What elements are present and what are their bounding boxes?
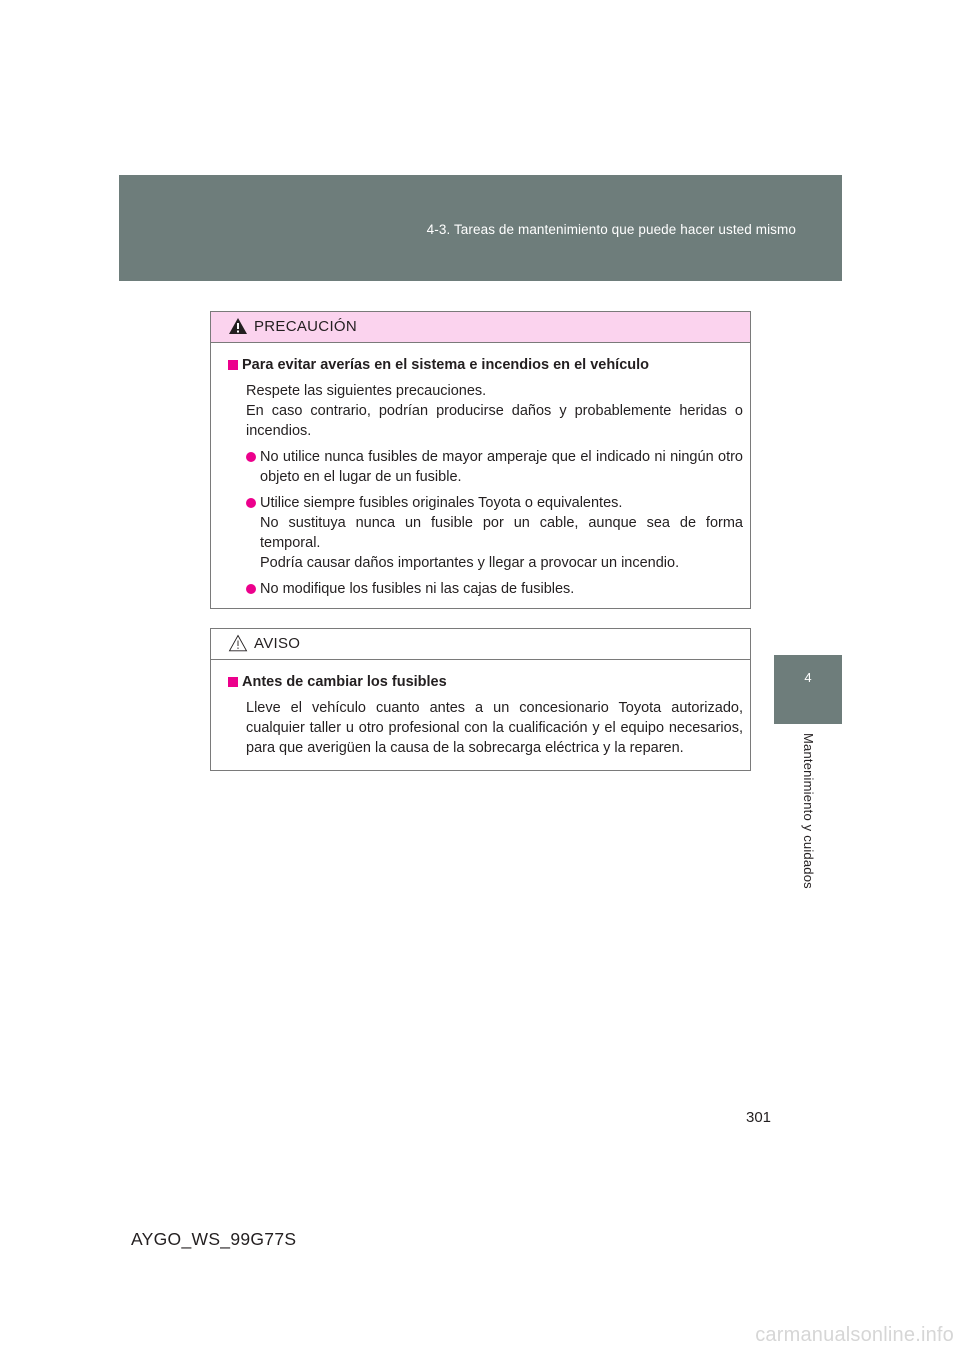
round-bullet-icon <box>246 498 256 508</box>
text-line: No modifique los fusibles ni las cajas de fusibles. <box>260 581 575 597</box>
caution-bullet <box>246 447 743 487</box>
text-line: temporal. <box>260 535 321 551</box>
text-line: Respete las siguientes precauciones. <box>246 383 487 399</box>
caution-body <box>211 343 750 599</box>
notice-paragraph <box>246 698 743 758</box>
section-title: 4-3. Tareas de mantenimiento que puede hacer usted mismo <box>426 222 796 237</box>
caution-bullet <box>246 579 743 599</box>
text-line: Lleve el vehículo cuanto antes a un concesionario Toyota autorizado, <box>246 700 743 716</box>
round-bullet-icon <box>246 584 256 594</box>
caution-header <box>211 312 750 343</box>
caution-bullet <box>246 493 743 573</box>
caution-box <box>210 311 751 609</box>
chapter-number: 4 <box>804 670 812 685</box>
caution-title: PRECAUCIÓN <box>254 318 358 335</box>
notice-title: AVISO <box>254 635 301 652</box>
round-bullet-icon <box>246 452 256 462</box>
text-line: cualquier taller u otro profesional con la cualificación y el equipo necesarios, <box>246 720 743 736</box>
page-number: 301 <box>746 1109 772 1126</box>
text-line: Podría causar daños importantes y llegar a provocar un incendio. <box>260 555 680 571</box>
text-line: para que averigüen la causa de la sobrecarga eléctrica y la reparen. <box>246 740 684 756</box>
chapter-label: Mantenimiento y cuidados <box>801 733 816 889</box>
text-line: No sustituya nunca un fusible por un cable, aunque sea de forma <box>260 515 743 531</box>
notice-section-heading <box>228 672 743 692</box>
text-line: No utilice nunca fusibles de mayor amperaje que el indicado ni ningún otro <box>260 449 743 465</box>
watermark: carmanualsonline.info <box>755 1324 954 1346</box>
text-line: objeto en el lugar de un fusible. <box>260 469 462 485</box>
text-line: En caso contrario, podrían producirse daños y probablemente heridas o <box>246 403 743 419</box>
notice-box <box>210 628 751 771</box>
document-code: AYGO_WS_99G77S <box>131 1229 297 1249</box>
section-header-bar <box>119 175 842 281</box>
square-bullet-icon <box>228 677 238 687</box>
chapter-tab <box>774 655 842 724</box>
notice-body <box>211 660 750 758</box>
caution-intro <box>246 381 743 441</box>
warning-outline-icon <box>228 634 248 652</box>
warning-filled-icon <box>228 317 248 335</box>
square-bullet-icon <box>228 360 238 370</box>
text-line: Utilice siempre fusibles originales Toyota o equivalentes. <box>260 495 623 511</box>
caution-heading-text: Para evitar averías en el sistema e incendios en el vehículo <box>242 357 650 373</box>
notice-header <box>211 629 750 660</box>
notice-heading-text: Antes de cambiar los fusibles <box>242 674 447 690</box>
caution-section-heading <box>228 355 743 375</box>
text-line: incendios. <box>246 423 312 439</box>
